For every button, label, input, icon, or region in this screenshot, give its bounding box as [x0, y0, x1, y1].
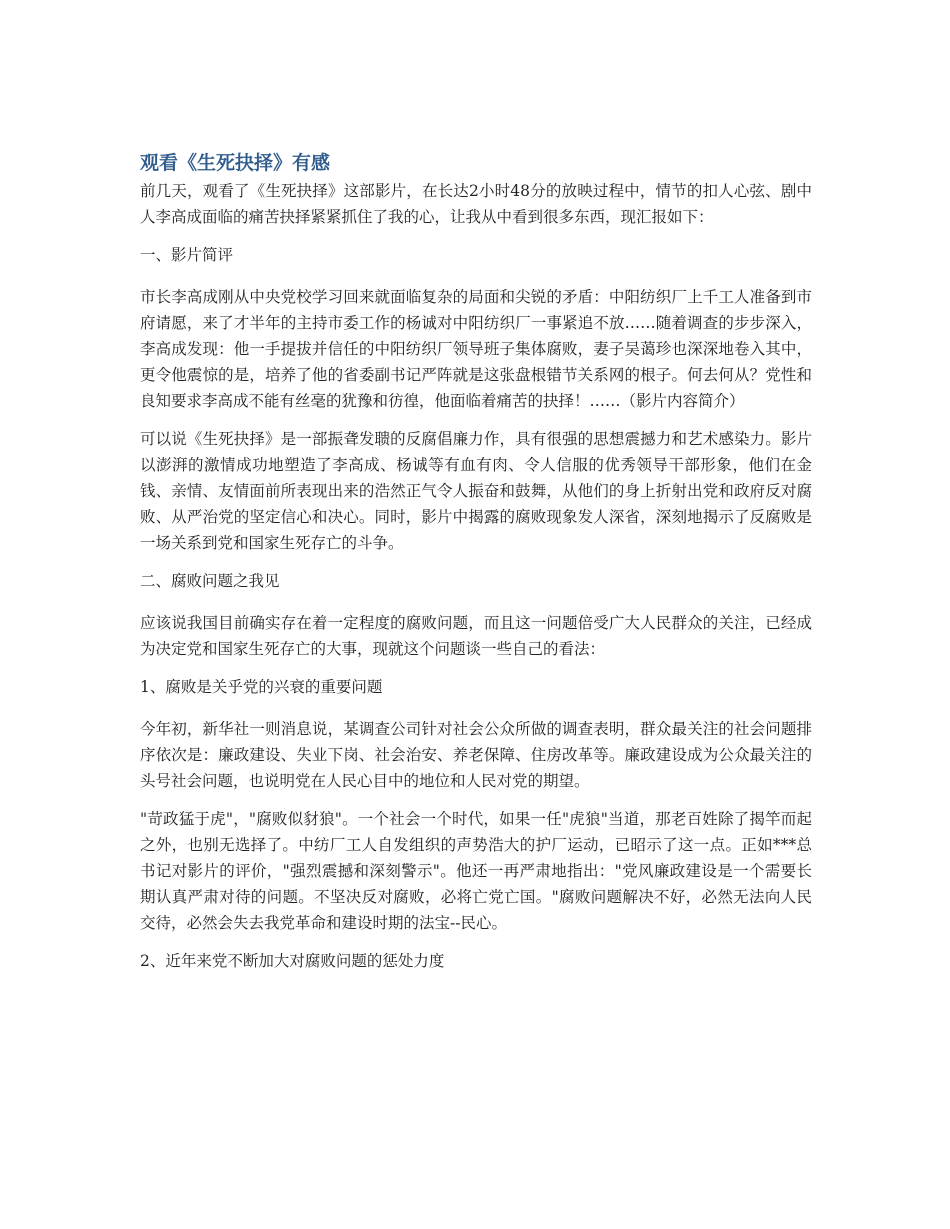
section-1-paragraph-1: 市长李高成刚从中央党校学习回来就面临复杂的局面和尖锐的矛盾：中阳纺织厂上千工人准备到市府请愿，来了才半年的主持市委工作的杨诚对中阳纺织厂一事紧追不放……随着调查的步步深入，李高成发现：他一手提拔并信任的中阳纺织厂领导班子集体腐败，妻子吴蔼珍也深深地卷入其中，更令他震惊的是，培养了他的省委副书记严阵就是这张盘根错节关系网的根子。何去何从？党性和良知要求李高成不能有丝毫的犹豫和彷徨，他面临着痛苦的抉择！……（影片内容简介） — [140, 288, 812, 410]
subsection-1-paragraph-2: "苛政猛于虎"，"腐败似豺狼"。一个社会一个时代，如果一任"虎狼"当道，那老百姓除了揭竿而起之外，也别无选择了。中纺厂工人自发组织的声势浩大的护厂运动，已昭示了这一点。正如***总书记对影片的评价，"强烈震撼和深刻警示"。他还一再严肃地指出："党风廉政建设是一个需要长期认真严肃对待的问题。不坚决反对腐败，必将亡党亡国。"腐败问题解决不好，必然无法向人民交待，必然会失去我党革命和建设时期的法宝--民心。 — [140, 810, 812, 932]
subsection-1-heading: 1、腐败是关乎党的兴衰的重要问题 — [140, 678, 383, 696]
intro-paragraph: 前几天，观看了《生死抉择》这部影片，在长达2小时48分的放映过程中，情节的扣人心弦、剧中人李高成面临的痛苦抉择紧紧抓住了我的心，让我从中看到很多东西，现汇报如下： — [140, 182, 812, 226]
section-1-paragraph-2: 可以说《生死抉择》是一部振聋发聩的反腐倡廉力作，具有很强的思想震撼力和艺术感染力。影片以澎湃的激情成功地塑造了李高成、杨诚等有血有肉、令人信服的优秀领导干部形象，他们在金钱、亲情、友情面前所表现出来的浩然正气令人振奋和鼓舞，从他们的身上折射出党和政府反对腐败、从严治党的坚定信心和决心。同时，影片中揭露的腐败现象发人深省，深刻地揭示了反腐败是一场关系到党和国家生死存亡的斗争。 — [140, 430, 812, 552]
document-body — [140, 148, 812, 990]
subsection-1-paragraph-1: 今年初，新华社一则消息说，某调查公司针对社会公众所做的调查表明，群众最关注的社会问题排序依次是：廉政建设、失业下岗、社会治安、养老保障、住房改革等。廉政建设成为公众最关注的头号社会问题，也说明党在人民心目中的地位和人民对党的期望。 — [140, 720, 812, 790]
document-title: 观看《生死抉择》有感 — [140, 152, 331, 174]
section-2-paragraph-1: 应该说我国目前确实存在着一定程度的腐败问题，而且这一问题倍受广大人民群众的关注，已经成为决定党和国家生死存亡的大事，现就这个问题谈一些自己的看法： — [140, 614, 812, 658]
section-2-heading: 二、腐败问题之我见 — [140, 572, 280, 590]
section-1-heading: 一、影片简评 — [140, 246, 234, 264]
subsection-2-heading: 2、近年来党不断加大对腐败问题的惩处力度 — [140, 952, 445, 970]
